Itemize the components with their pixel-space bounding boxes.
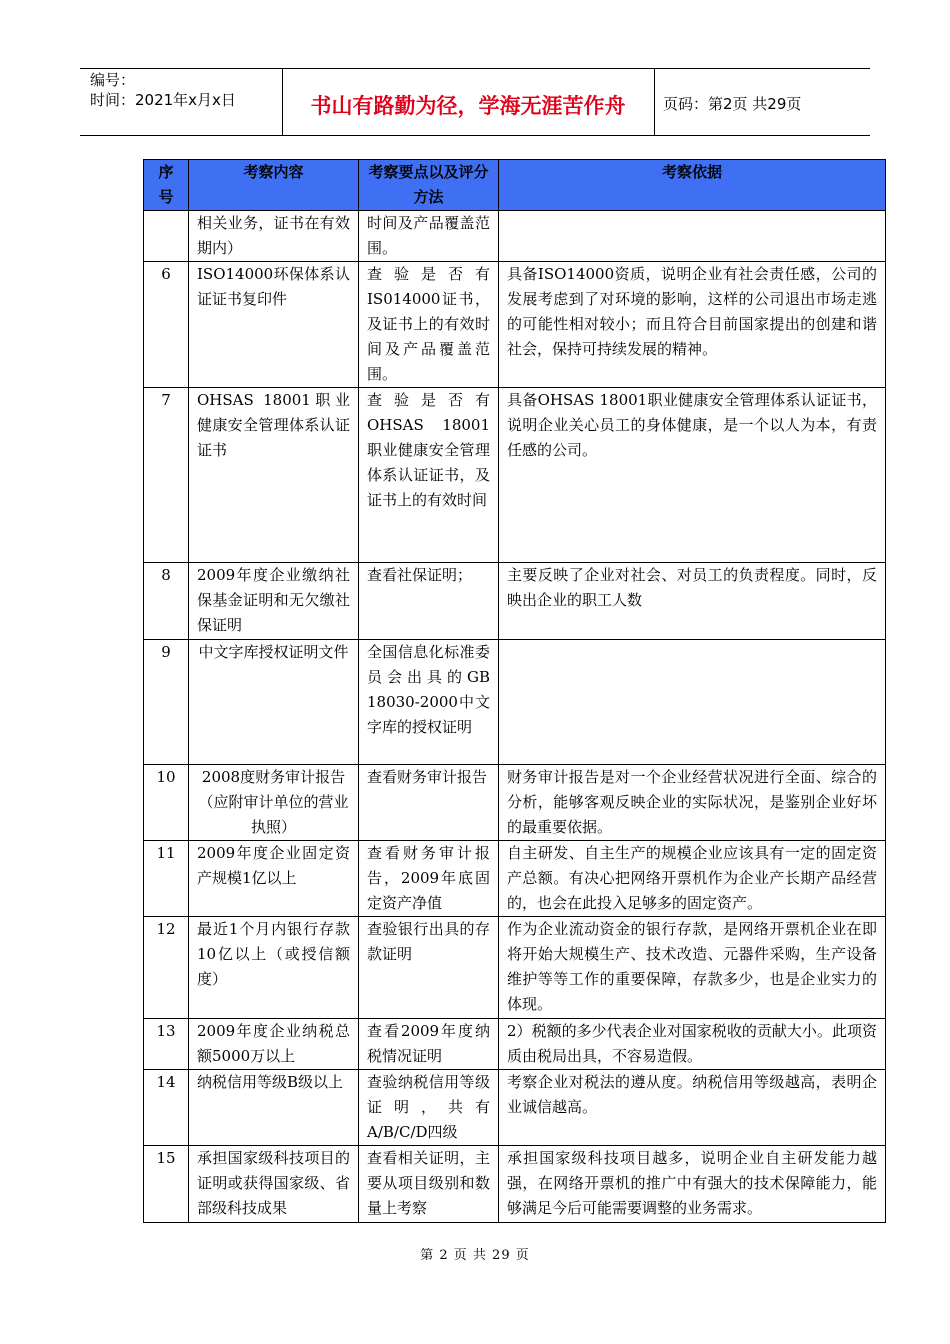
- row-basis: 具备OHSAS 18001职业健康安全管理体系认证证书，说明企业关心员工的身体健康，是一个以人为本，有责任感的公司。: [499, 388, 886, 563]
- table-row: [144, 211, 886, 262]
- row-method: 查验是否有IS014000证书，及证书上的有效时间及产品覆盖范围。: [359, 262, 499, 388]
- row-index: 11: [144, 841, 189, 917]
- row-basis: 承担国家级科技项目越多，说明企业自主研发能力越强，在网络开票机的推广中有强大的技术保障能力，能够满足今后可能需要调整的业务需求。: [499, 1146, 886, 1223]
- row-basis: 作为企业流动资金的银行存款，是网络开票机企业在即将开始大规模生产、技术改造、元器件采购，生产设备维护等等工作的重要保障，存款多少，也是企业实力的体现。: [499, 917, 886, 1019]
- table-row: [144, 841, 886, 917]
- table-row: [144, 1146, 886, 1223]
- header-cell-content: 考察内容: [189, 160, 359, 211]
- table-row: [144, 917, 886, 1019]
- table-row: [144, 262, 886, 388]
- table-row: [144, 388, 886, 563]
- row-content: 2009年度企业固定资产规模1亿以上: [189, 841, 359, 917]
- row-basis: 具备ISO14000资质，说明企业有社会责任感，公司的发展考虑到了对环境的影响，这样的公司退出市场走逃的可能性相对较小；而且符合目前国家提出的创建和谐社会，保持可持续发展的精神。: [499, 262, 886, 388]
- row-basis: 主要反映了企业对社会、对员工的负责程度。同时，反映出企业的职工人数: [499, 563, 886, 640]
- row-content: 最近1个月内银行存款10亿以上（或授信额度）: [189, 917, 359, 1019]
- row-index: 7: [144, 388, 189, 563]
- header-cell-basis: 考察依据: [499, 160, 886, 211]
- row-basis: [499, 211, 886, 262]
- header-motto: 书山有路勤为径，学海无涯苦作舟: [310, 94, 626, 118]
- row-content: 相关业务，证书在有效期内）: [189, 211, 359, 262]
- page-footer: 第 2 页 共 29 页: [420, 1248, 530, 1263]
- row-method: 查看财务审计报告，2009年底固定资产净值: [359, 841, 499, 917]
- row-content: 承担国家级科技项目的证明或获得国家级、省部级科技成果: [189, 1146, 359, 1223]
- table-row: [144, 1070, 886, 1146]
- header-top-rule: [80, 68, 870, 69]
- table-row: [144, 1019, 886, 1070]
- header-bottom-rule: [80, 135, 870, 136]
- row-index: 13: [144, 1019, 189, 1070]
- row-index: 8: [144, 563, 189, 640]
- table-row: [144, 640, 886, 765]
- row-index: 14: [144, 1070, 189, 1146]
- row-method: 查验纳税信用等级证明，共有A/B/C/D四级: [359, 1070, 499, 1146]
- row-basis: [499, 640, 886, 765]
- row-basis: 自主研发、自主生产的规模企业应该具有一定的固定资产总额。有决心把网络开票机作为企业产长期产品经营的，也会在此投入足够多的固定资产。: [499, 841, 886, 917]
- row-method: 查看社保证明；: [359, 563, 499, 640]
- row-method: 查看财务审计报告: [359, 765, 499, 841]
- row-index: 9: [144, 640, 189, 765]
- row-content: 2008度财务审计报告（应附审计单位的营业执照）: [189, 765, 359, 841]
- row-method: 全国信息化标准委员会出具的GB 18030-2000中文字库的授权证明: [359, 640, 499, 765]
- row-content: 纳税信用等级B级以上: [189, 1070, 359, 1146]
- row-index: 6: [144, 262, 189, 388]
- number-label: 编号：: [90, 71, 136, 89]
- table-row: [144, 563, 886, 640]
- row-index: 15: [144, 1146, 189, 1223]
- row-basis: 考察企业对税法的遵从度。纳税信用等级越高，表明企业诚信越高。: [499, 1070, 886, 1146]
- row-index: 10: [144, 765, 189, 841]
- row-content: 中文字库授权证明文件: [189, 640, 359, 765]
- header-page-info: 页码：第2页 共29页: [663, 95, 802, 113]
- row-content: OHSAS 18001职业健康安全管理体系认证证书: [189, 388, 359, 563]
- table-header-row: [144, 160, 886, 211]
- header-meta: [90, 70, 236, 110]
- header-divider-right: [654, 68, 655, 135]
- row-index: 12: [144, 917, 189, 1019]
- row-method: 查看2009年度纳税情况证明: [359, 1019, 499, 1070]
- row-method: 查验是否有OHSAS 18001职业健康安全管理体系认证证书，及证书上的有效时间: [359, 388, 499, 563]
- table-row: [144, 765, 886, 841]
- row-basis: 2）税额的多少代表企业对国家税收的贡献大小。此项资质由税局出具，不容易造假。: [499, 1019, 886, 1070]
- row-method: 查看相关证明，主要从项目级别和数量上考察: [359, 1146, 499, 1223]
- evaluation-table: [143, 159, 886, 1223]
- row-content: 2009年度企业纳税总额5000万以上: [189, 1019, 359, 1070]
- header-cell-index: 序号: [144, 160, 189, 211]
- time-label: 时间：2021年x月x日: [90, 91, 236, 109]
- header-cell-method: 考察要点以及评分方法: [359, 160, 499, 211]
- row-method: 时间及产品覆盖范围。: [359, 211, 499, 262]
- row-index: [144, 211, 189, 262]
- row-basis: 财务审计报告是对一个企业经营状况进行全面、综合的分析，能够客观反映企业的实际状况，是鉴别企业好坏的最重要依据。: [499, 765, 886, 841]
- row-content: 2009年度企业缴纳社保基金证明和无欠缴社保证明: [189, 563, 359, 640]
- row-method: 查验银行出具的存款证明: [359, 917, 499, 1019]
- row-content: ISO14000环保体系认证证书复印件: [189, 262, 359, 388]
